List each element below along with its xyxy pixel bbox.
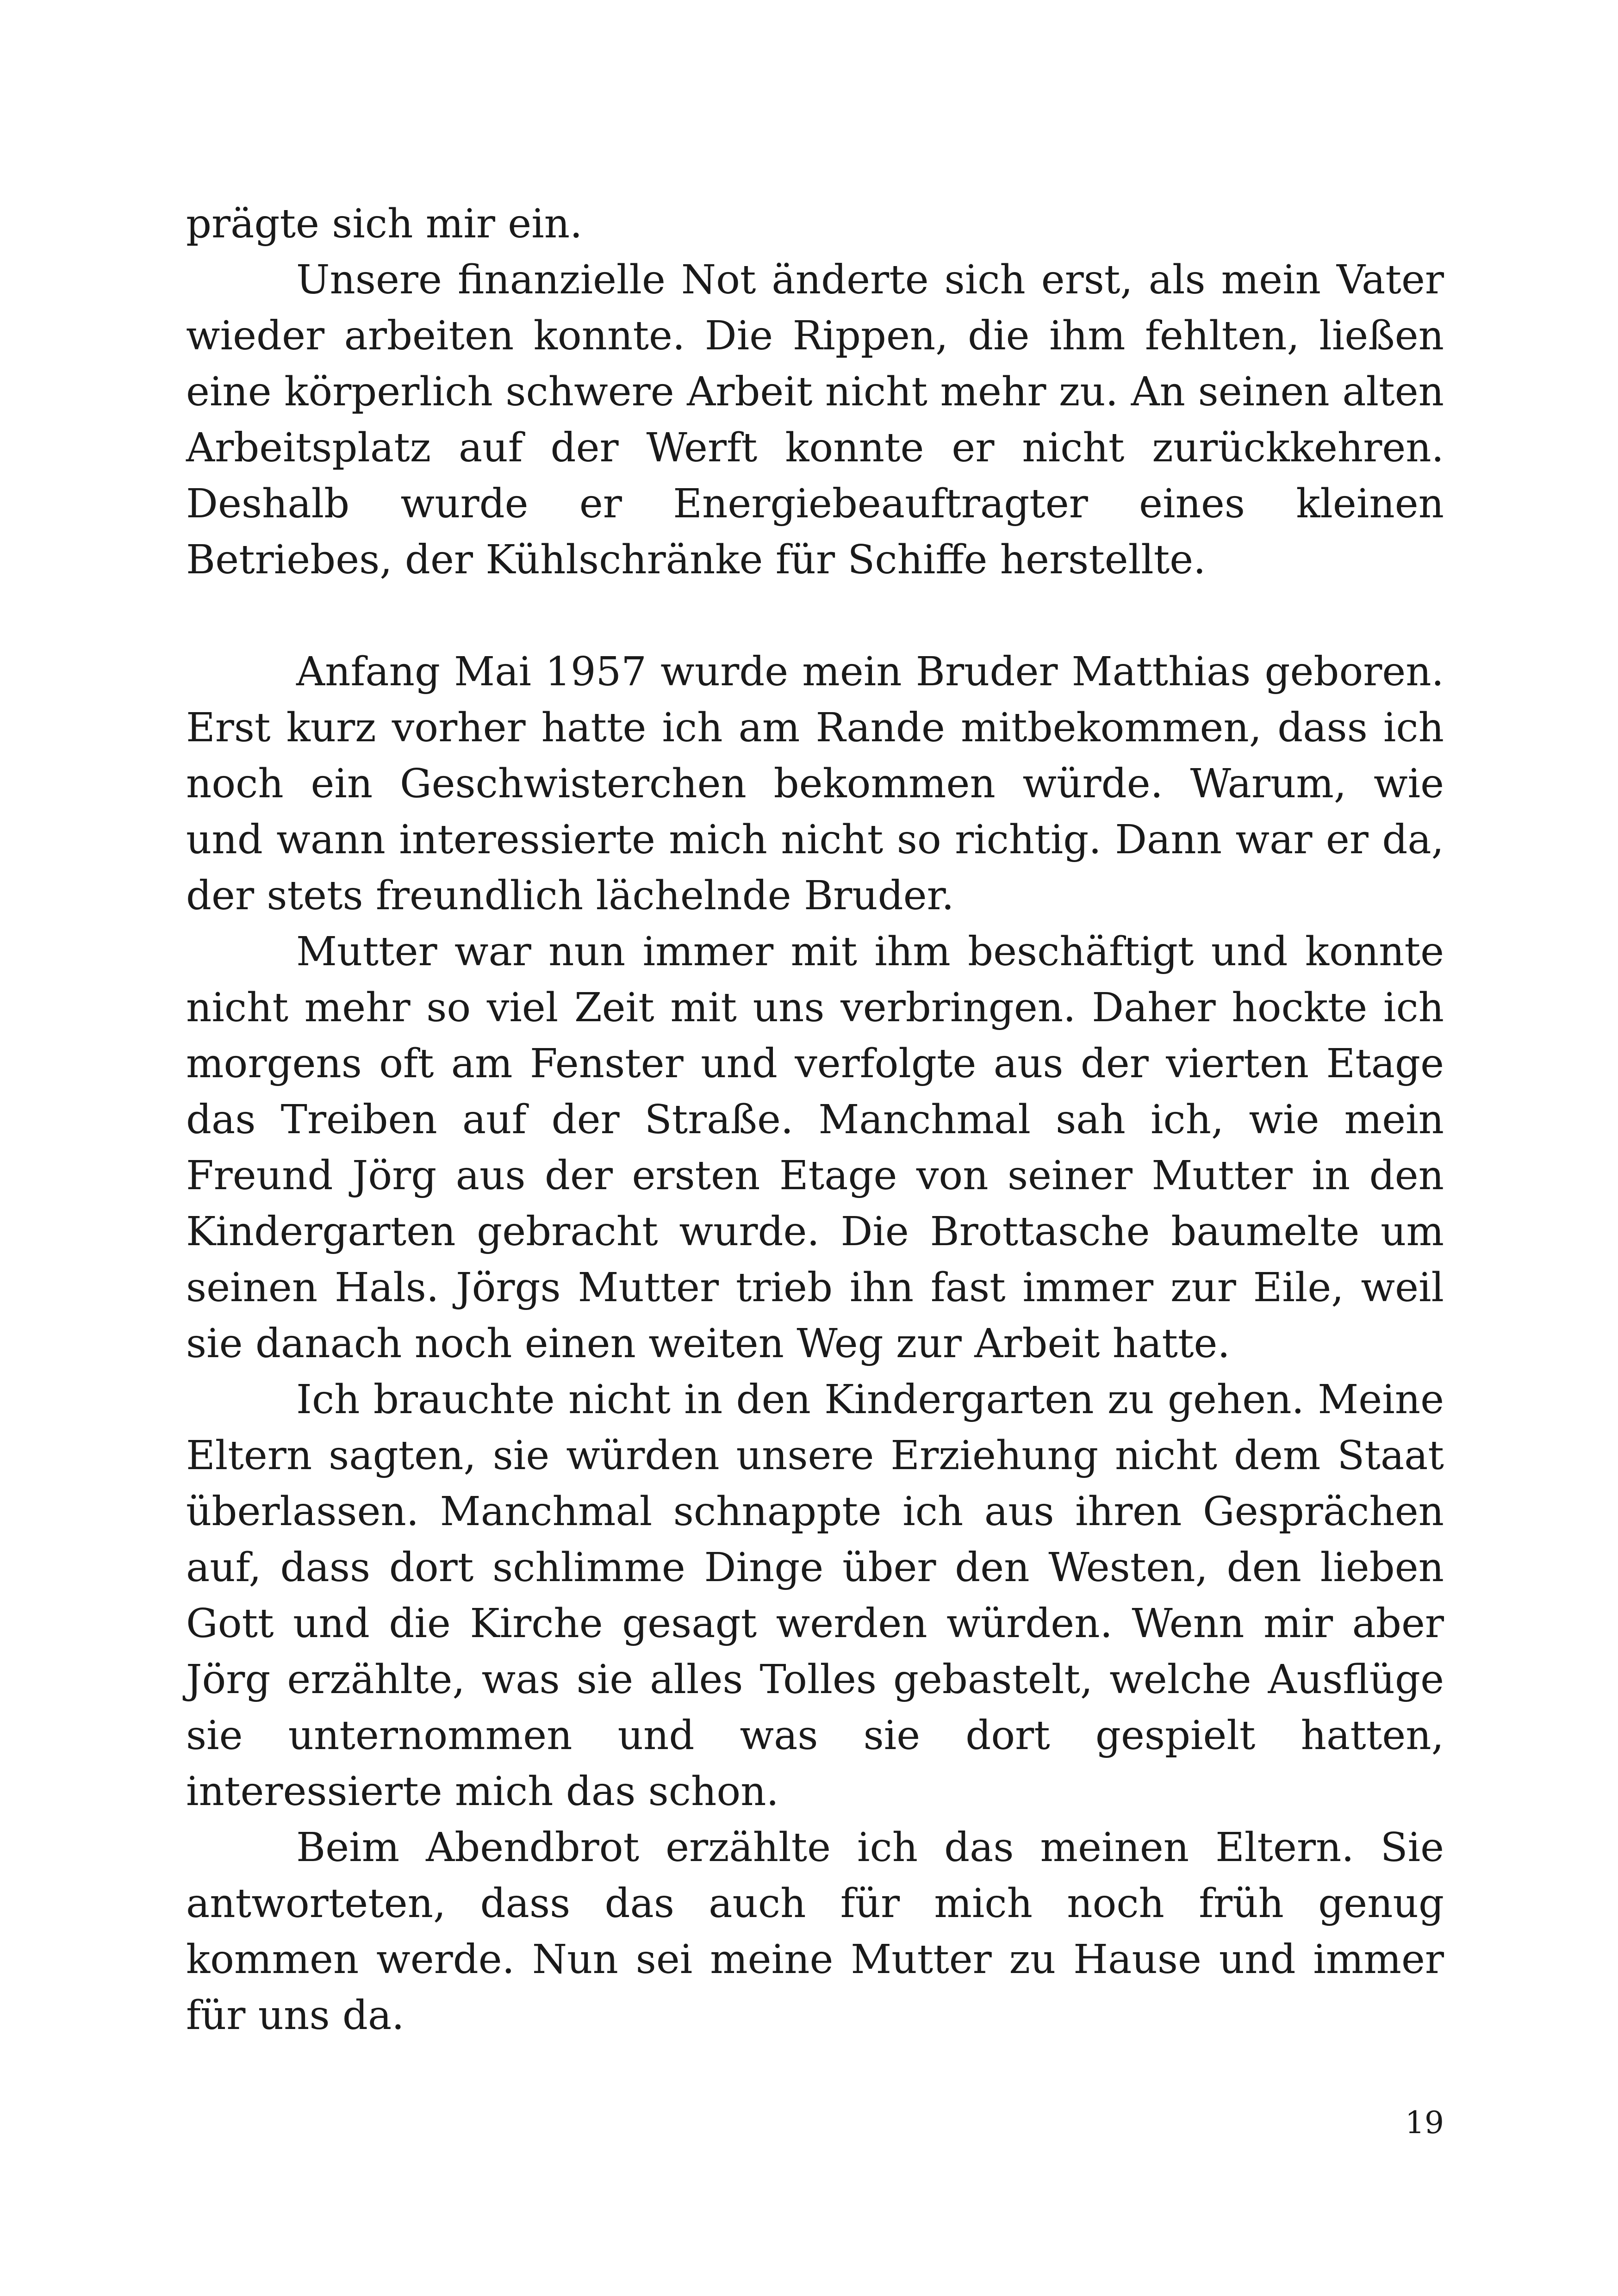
paragraph-financial-need: Unsere finanzielle Not änderte sich erst, als mein Vater wieder arbeiten konnte. Die Rippen, die ihm fehlten, ließen eine körperlich schwere Arbeit nicht mehr zu. An seinen alten Arbeitsplatz auf der Werft konnte er nicht zurückkehren. Deshalb wurde er Energiebeauftragter eines kleinen Betriebes, der Kühlschränke für Schiffe herstellte. xyxy=(186,257,1444,583)
paragraph-kindergarten: Ich brauchte nicht in den Kindergarten zu gehen. Meine Eltern sagten, sie würden unsere Erziehung nicht dem Staat überlassen. Manchmal schnappte ich aus ihren Gesprächen auf, dass dort schlimme Dinge über den Westen, den lieben Gott und die Kirche gesagt werden würden. Wenn mir aber Jörg erzählte, was sie alles Tolles gebastelt, welche Ausflüge sie unternommen und was sie dort gespielt hatten, interessierte mich das schon. xyxy=(186,1377,1444,1815)
section-break xyxy=(186,588,1444,644)
body-text xyxy=(186,196,1444,2044)
paragraph-brother-birth: Anfang Mai 1957 wurde mein Bruder Matthias geboren. Erst kurz vorher hatte ich am Rande mitbekommen, dass ich noch ein Geschwisterchen bekommen würde. Warum, wie und wann interessierte mich nicht so richtig. Dann war er da, der stets freundlich lächelnde Bruder. xyxy=(186,649,1444,919)
paragraph-mother-busy: Mutter war nun immer mit ihm beschäftigt und konnte nicht mehr so viel Zeit mit uns verbringen. Daher hockte ich morgens oft am Fenster und verfolgte aus der vierten Etage das Treiben auf der Straße. Manchmal sah ich, wie mein Freund Jörg aus der ersten Etage von seiner Mutter in den Kindergarten gebracht wurde. Die Brottasche baumelte um seinen Hals. Jörgs Mutter trieb ihn fast immer zur Eile, weil sie danach noch einen weiten Weg zur Arbeit hatte. xyxy=(186,929,1444,1367)
page-number: 19 xyxy=(1405,2105,1444,2141)
paragraph-dinner: Beim Abendbrot erzählte ich das meinen Eltern. Sie antworteten, dass das auch für mich noch früh genug kommen werde. Nun sei meine Mutter zu Hause und immer für uns da. xyxy=(186,1824,1444,2039)
paragraph-continuation: prägte sich mir ein. xyxy=(186,201,583,247)
